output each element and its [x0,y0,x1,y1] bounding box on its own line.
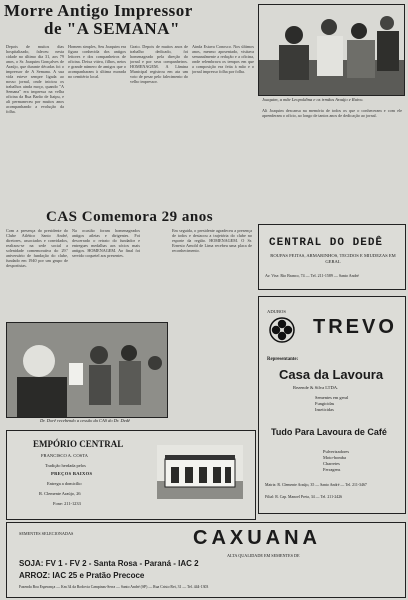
cas-ceremony-photo [6,322,168,418]
trevo-address-2: Filial: R. Cap. Manoel Preta, 34 — Tel. 211-2426 [265,495,343,499]
cas-ceremony-photo-image [7,323,167,417]
caxuana-arroz: ARROZ: IAC 25 e Pratão Precoce [19,571,145,580]
emporio-line2: PREÇOS BAIXOS [51,471,93,476]
ad-emporio-central [6,430,256,520]
caxuana-brand: CAXUANA [193,527,321,549]
article1-column-3: Grato. Depois de muitos anos de trabalho dedicado, foi homenageado pela direção do jornal e por seus companheiros. HOMENAGEM. A Lâmina Municipal registrou em ata um voto de pesar pelo falecimento do velho impressor. [130,44,188,84]
ad-trevo [258,296,406,514]
right-column-text: Ali Joaquim descansa na memória de todos os que o conheceram e com ele aprenderam o ofício, ao longo de tantos anos de dedicação ao jornal. [262,108,402,118]
emporio-line4: R. Clemente Araújo, 26 [39,491,81,496]
store-owner: Rezende & Silva LTDA. [293,385,339,390]
store-item: Moto-bomba [323,455,346,460]
caxuana-soja: SOJA: FV 1 - FV 2 - Santa Rosa - Paraná - IAC 2 [19,559,199,568]
article-title [4,2,254,38]
emporio-building-image [157,445,243,499]
caxuana-tagline: ALTA QUALIDADE EM SEMENTES DE [227,553,300,558]
central-desc: ROUPAS FEITAS, ARMARINHOS, TECIDOS E MIUDEZAS EM GERAL [270,253,396,264]
article-title-line2: de "A SEMANA" [44,19,180,38]
family-photo-caption: Joaquim, a mãe Leopoldina e os irmãos Araújo e Ruivo. [262,97,364,102]
article-title-line1: Morre Antigo Impressor [4,1,193,20]
cas-photo-caption: Dr. Dorê recebendo a cessão da CAS do Dr. Dedê [40,418,130,423]
casa-da-lavoura: Casa da Lavoura [279,367,384,382]
store-item: Fungicidas [315,401,335,406]
article1-column-2: Homem simples, Seu Joaquim era figura conhecida dos antigos leitores e dos companheiros de oficina. Deixa viúva, filhos, netos e grande número de amigos que o acompanharam à última morada no cemitério local. [68,44,126,79]
emporio-owner: FRANCISCO A. COSTA [41,453,88,458]
trevo-label: ADUBOS [267,309,286,314]
article2-column-3: Em seguida, o presidente agradeceu a presença de todos e destacou a trajetória do clube no esporte da região. HOMENAGEM. O Sr. Ernesto Arnold de Lima recebeu uma placa de reconhecimento. [172,228,252,253]
article2-column-2: Na ocasião foram homenageados antigos atletas e dirigentes. Foi descerrado o retrato do fundador e entregues medalhas aos sócios mais antigos. HOMENAGEM. Ao final foi servido coquetel aos presentes. [72,228,140,258]
rep-label: Representante: [267,357,299,362]
article1-column-1: Depois de muitos dias hospitalizado, faleceu nesta cidade no último dia 31, aos 79 anos, o Sr. Joaquim Gonçalves de Araújo, que durante décadas foi o impressor de A Semana. A sua vida esteve sempre ligada ao nosso jornal, onde iniciou os trabalhos ainda moço, quando "A Semana" era impressa na velha oficina da Rua Barão de Itaipu, e ali permaneceu por muitos anos acompanhando a evolução da folha. [6,44,64,114]
store-item: Charretes [323,461,340,466]
central-name: CENTRAL DO DEDÊ [269,237,384,249]
family-photo-image [259,5,404,95]
ad-caxuana [6,522,406,598]
trevo-brand: TREVO [313,316,397,338]
article2-column-1: Com a presença do presidente do Clube Atlético Santo André, diretores, associados e convidados, realizou-se na sede social a solenidade comemorativa do 29.º aniversário de fundação do clube, fundado em 1940 por um grupo de desportistas. [6,228,68,268]
store-items-2 [323,449,349,473]
store-item: Sementes em geral [315,395,349,400]
central-address: Av. Vise. Rio Branco, 74 — Tel. 211-1589 — Santo André [265,273,359,278]
store-item: Inseticidas [315,407,334,412]
ad-central-dede [258,224,406,290]
caxuana-top-label: SEMENTES SELECIONADAS [19,531,74,536]
store-item: Pulverizadores [323,449,350,454]
store-items [315,395,348,413]
emporio-line3: Entrega a domicílio [47,481,82,486]
caxuana-footer: Fazenda Boa Esperança — Km 34 da Rodovia Campinas-Serra — Santo André (SP) — Rua Cristo Rei, 31 — Tel. 444-1303 [19,585,209,589]
trevo-address: Matriz: R. Clemente Araújo, 35 — Santo André — Tel. 211-3467 [265,483,367,487]
cas-article-title: CAS Comemora 29 anos [46,209,214,225]
emporio-line1: Tradição herdada pelos [45,463,86,468]
store-item: Ferragens [323,467,341,472]
emporio-name: EMPÓRIO CENTRAL [33,439,124,449]
emporio-line5: Fone: 211-1233 [53,501,81,506]
clover-icon [269,317,295,343]
article1-column-4: Ainda Estava Conosco. Nos últimos anos, mesmo aposentado, visitava semanalmente a redação e a oficina, onde relembrava os tempos em que a composição era feita à mão e o jornal impresso folha por folha. [192,44,254,74]
trevo-slogan: Tudo Para Lavoura de Café [271,427,387,437]
family-photo [258,4,405,96]
